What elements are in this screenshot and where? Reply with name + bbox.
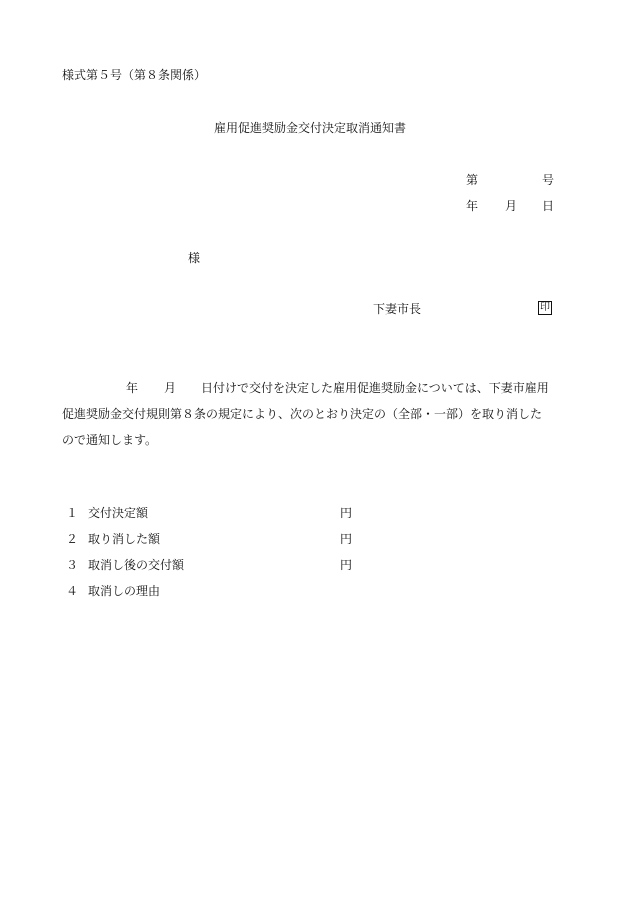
item-label: 取消し後の交付額 [88,558,185,572]
date-day-label: 日 [542,199,555,213]
item-unit: 円 [340,532,353,546]
item-unit: 円 [340,558,353,572]
notice-body [62,375,572,453]
date-year-label: 年 [466,199,479,213]
item-number: ２ [66,532,79,546]
list-item [62,585,382,611]
item-label: 取り消した額 [88,532,161,546]
issuer-name: 下妻市長 [373,302,422,316]
item-label: 交付決定額 [88,506,149,520]
item-unit: 円 [340,506,353,520]
addressee-honorific: 様 [188,251,201,265]
item-number: １ [66,506,79,520]
date-month-label: 月 [505,199,518,213]
item-list [62,507,382,611]
body-line-1-text: 日付けで交付を決定した雇用促進奨励金については、下妻市雇用 [201,381,549,395]
body-line-2: 促進奨励金交付規則第８条の規定により、次のとおり決定の（全部・一部）を取り消した [62,407,543,421]
item-number: ４ [66,584,79,598]
body-year-label: 年 [126,381,139,395]
form-number: 様式第５号（第８条関係） [62,68,207,82]
list-item [62,507,382,533]
item-number: ３ [66,558,79,572]
doc-number-prefix: 第 [466,173,479,187]
list-item [62,533,382,559]
seal-mark: 印 [540,302,550,313]
body-line-1 [62,375,572,401]
doc-number-suffix: 号 [542,173,555,187]
item-label: 取消しの理由 [88,584,161,598]
body-month-label: 月 [164,381,177,395]
body-line-3: ので通知します。 [62,433,158,447]
document-title: 雇用促進奨励金交付決定取消通知書 [214,121,407,135]
list-item [62,559,382,585]
